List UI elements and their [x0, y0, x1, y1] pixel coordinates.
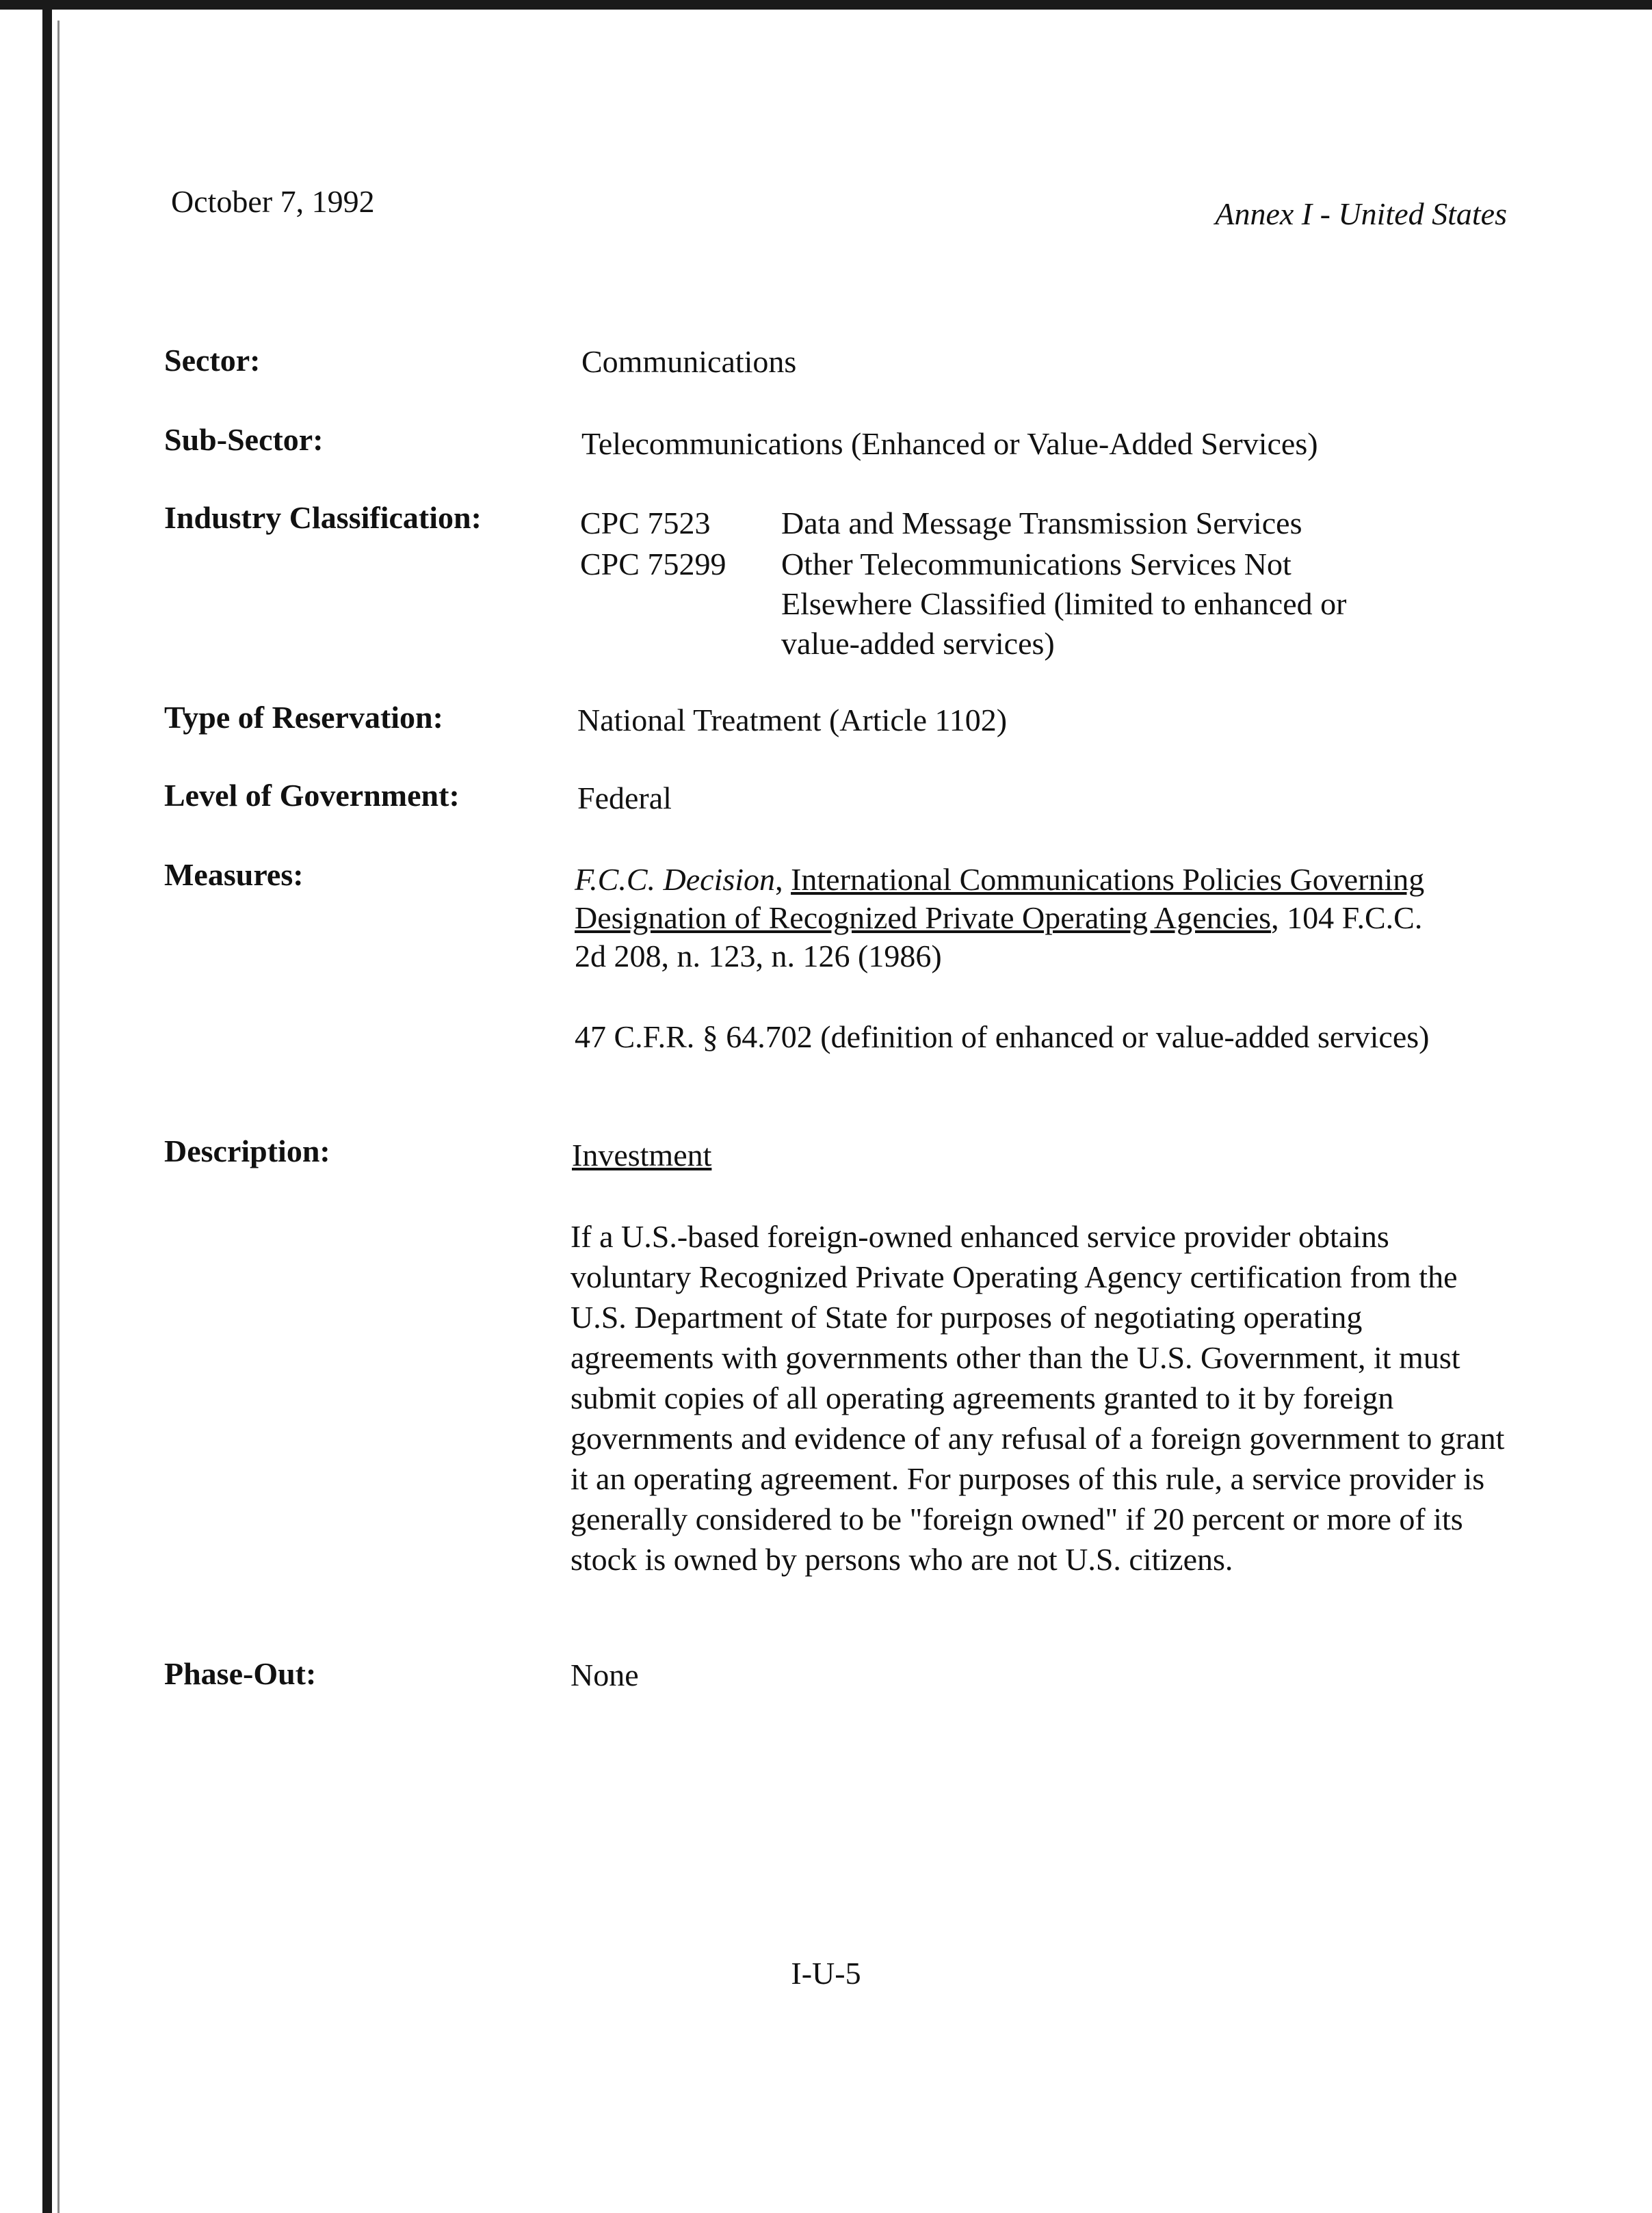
- type-of-reservation-value: National Treatment (Article 1102): [577, 703, 1008, 737]
- classification-row: [580, 545, 1417, 664]
- description-label: Description:: [164, 1134, 330, 1168]
- sub-sector-label: Sub-Sector:: [164, 422, 324, 457]
- sector-value: Communications: [581, 344, 797, 379]
- classification-code: CPC 7523: [580, 506, 711, 540]
- measures-separator: ,: [775, 862, 791, 897]
- classification-row: [580, 503, 1465, 543]
- classification-description: Other Telecommunications Services Not Elsewhere Classified (limited to enhanced or value-added services): [781, 547, 1347, 661]
- annex-title: Annex I - United States: [1215, 196, 1507, 231]
- measures-decision-citation: , 104 F.C.C. 2d 208, n. 123, n. 126 (1986): [575, 900, 1423, 973]
- document-date: October 7, 1992: [171, 184, 375, 219]
- left-binding-edge: [42, 7, 52, 2213]
- sector-label: Sector:: [164, 343, 261, 378]
- level-of-government-label: Level of Government:: [164, 778, 460, 813]
- sub-sector-value: Telecommunications (Enhanced or Value-Added Services): [581, 426, 1318, 461]
- measures-decision-title: International Communications Policies Governing Designation of Recognized Private Operating Agencies: [575, 862, 1425, 935]
- measures-cfr: 47 C.F.R. § 64.702 (definition of enhanced or value-added services): [575, 1019, 1430, 1054]
- phase-out-label: Phase-Out:: [164, 1656, 317, 1691]
- type-of-reservation-label: Type of Reservation:: [164, 700, 443, 735]
- measures-decision: [575, 861, 1430, 975]
- measures-label: Measures:: [164, 857, 304, 892]
- classification-description: Data and Message Transmission Services: [781, 506, 1302, 540]
- left-binding-line: [57, 21, 60, 2213]
- level-of-government-value: Federal: [577, 781, 672, 815]
- measures-decision-name: F.C.C. Decision: [575, 862, 776, 897]
- phase-out-value: None: [571, 1658, 639, 1692]
- industry-classification-label: Industry Classification:: [164, 500, 482, 535]
- description-text: If a U.S.-based foreign-owned enhanced service provider obtains voluntary Recognized Private Operating Agency certification from the U.S. Department of State for purposes of negotiating operating agreements with governments other than the U.S. Government, it must submit copies of all operating agreements granted to it by foreign governments and evidence of any refusal of a foreign government to grant it an operating agreement. For purposes of this rule, a service provider is generally considered to be "foreign owned" if 20 percent or more of its stock is owned by persons who are not U.S. citizens.: [571, 1219, 1505, 1577]
- page-number: I-U-5: [791, 1956, 861, 1991]
- classification-code: CPC 75299: [580, 547, 726, 581]
- description-heading: Investment: [572, 1138, 712, 1173]
- top-border-rule: [0, 0, 1652, 10]
